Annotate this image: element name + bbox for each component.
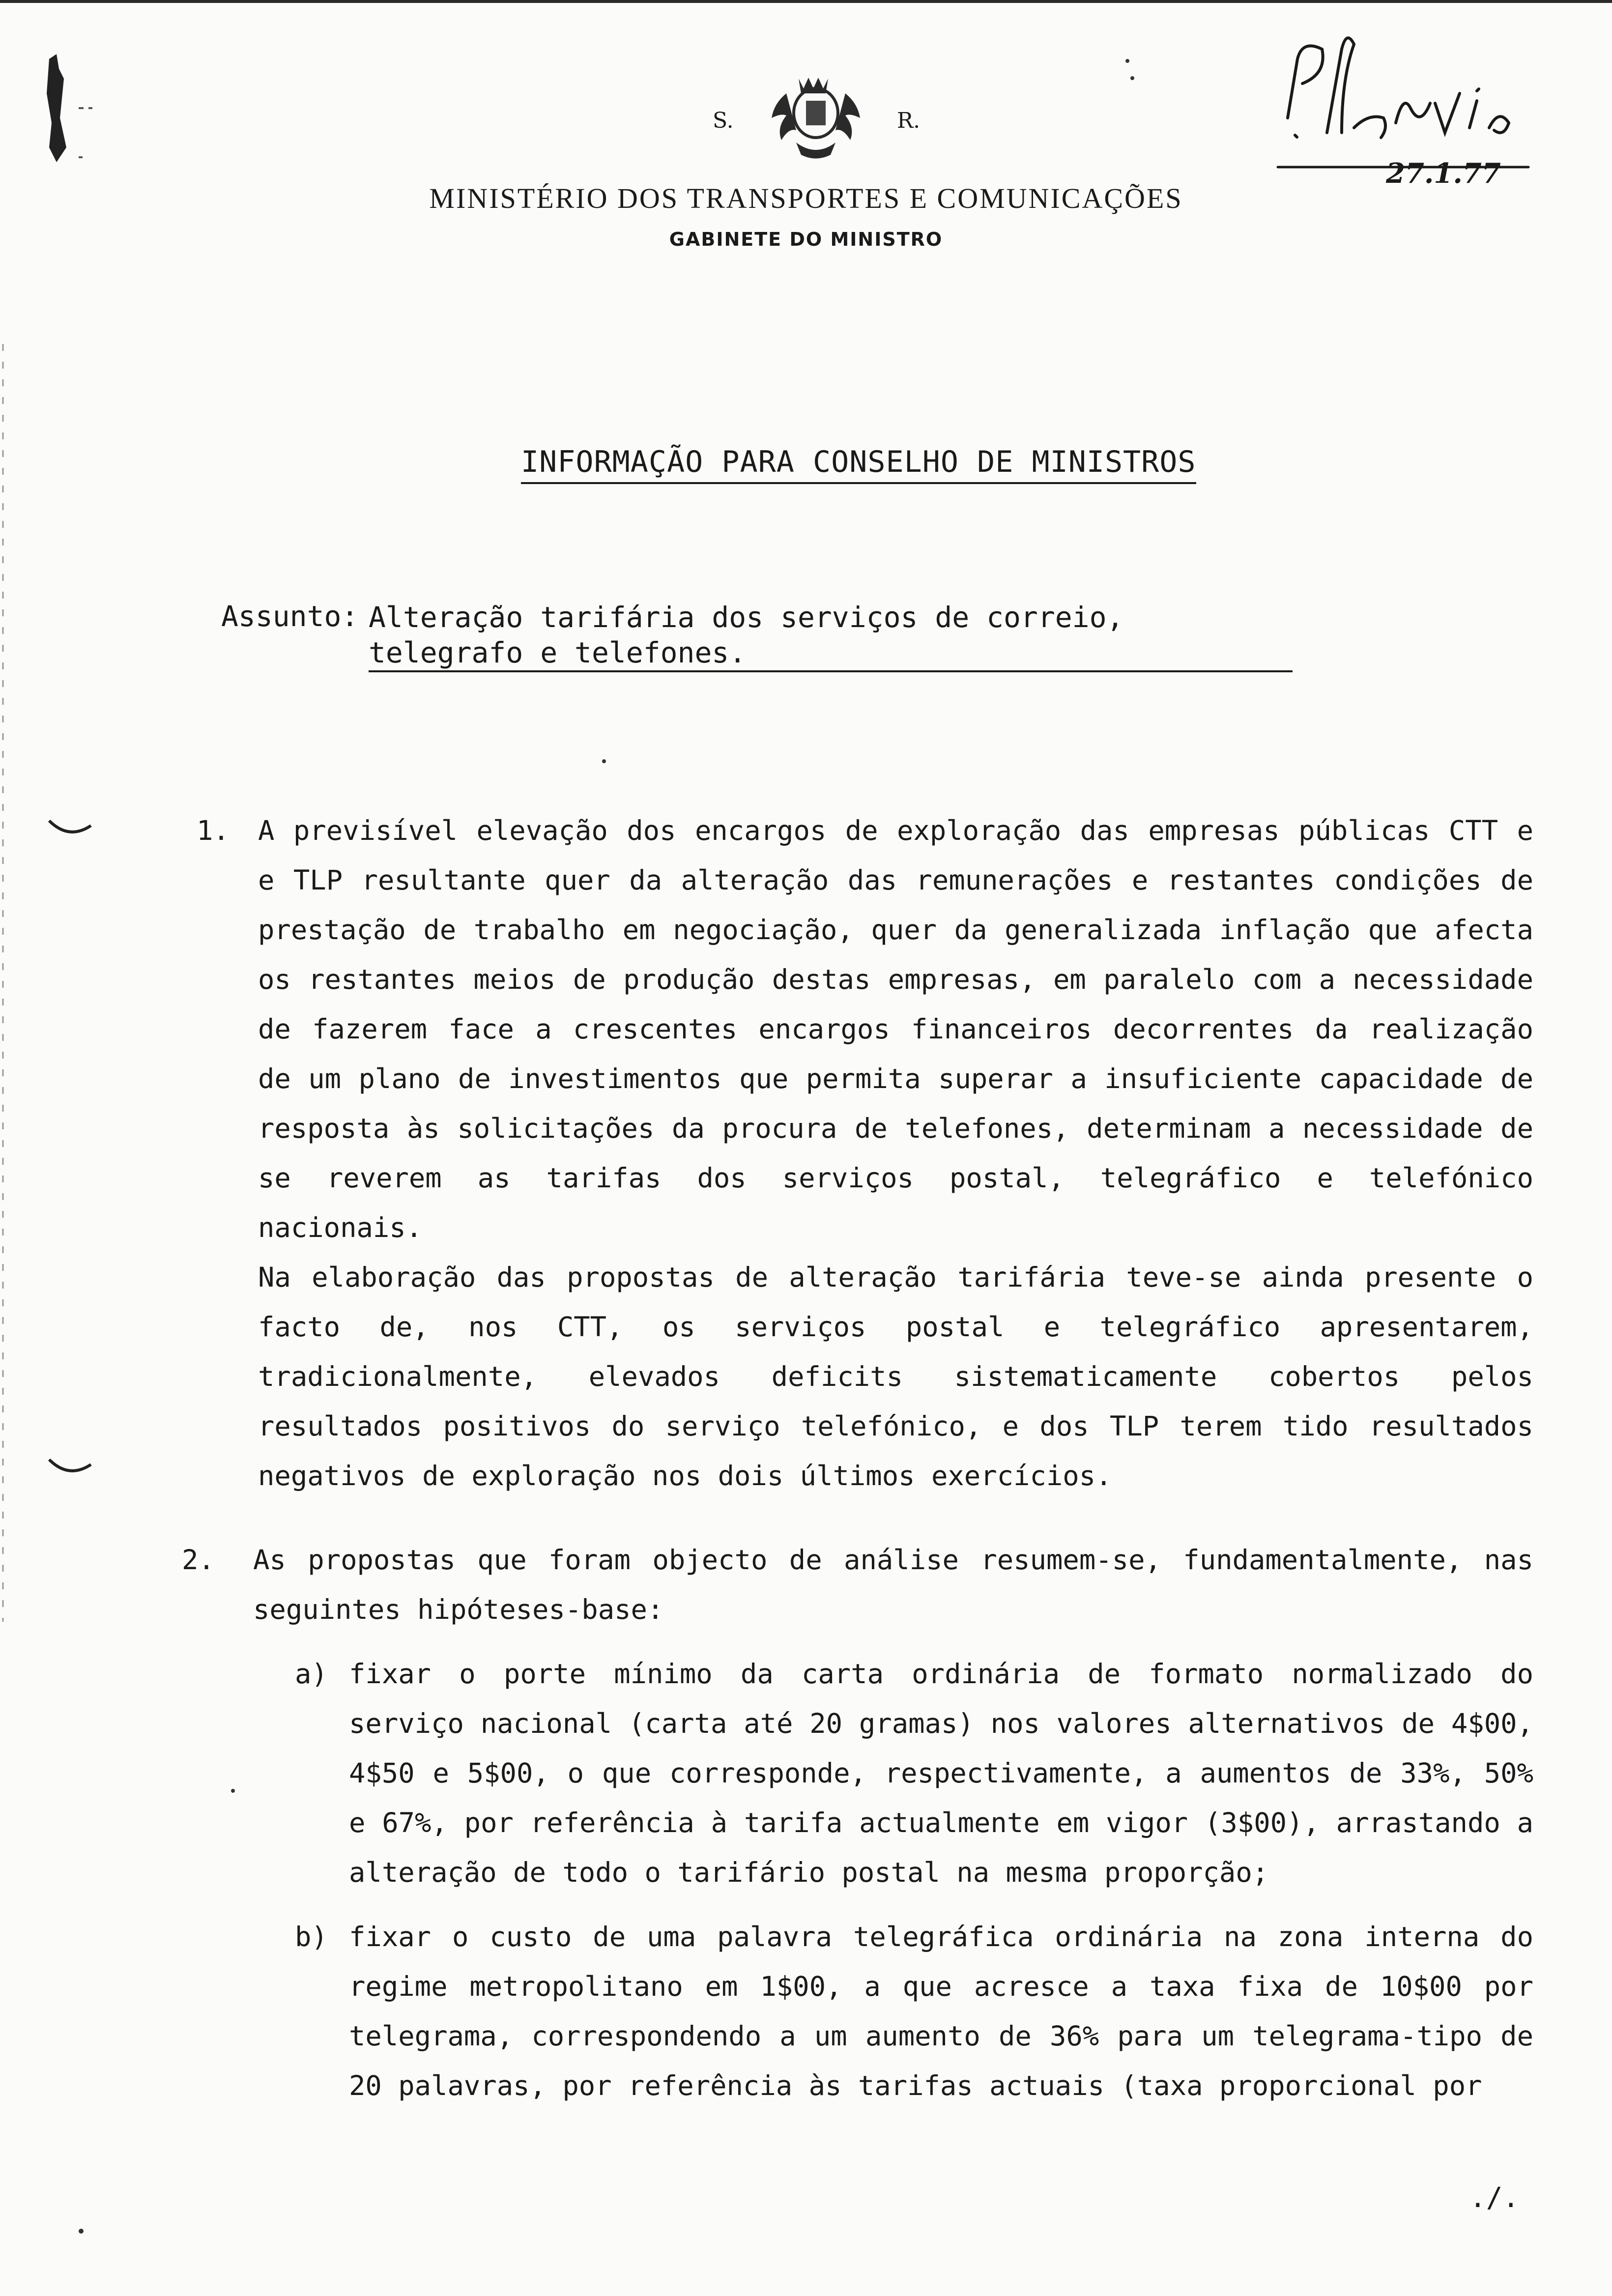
speck [602, 759, 606, 763]
list-item-text: fixar o porte mínimo da carta ordinária de formato normalizado do serviço nacional (carta até 20 gramas) nos valores alternativos de 4$00, 4$50 e 5$00, o que corresponde, respectivamente, a aumentos de 33%, 50% e 67%, por referência à tarifa actualmente em vigor (3$00), arrastando a alteração de todo o tarifário postal na mesma proporção; [349, 1658, 1533, 1889]
list-item [295, 1912, 1533, 2111]
list-item-label: a) [295, 1658, 328, 1690]
paragraph-number: 2. [182, 1544, 215, 1576]
speck [79, 2229, 84, 2234]
paragraph-text: As propostas que foram objecto de análise resumem-se, fundamentalmente, nas seguintes hipóteses-base: [253, 1544, 1533, 1626]
top-border [0, 0, 1612, 3]
letterhead-left-initial: S. [713, 108, 734, 133]
speck [1125, 59, 1129, 63]
margin-bracket-2 [47, 1455, 96, 1484]
handwritten-date: 27.1.77 [1386, 157, 1501, 190]
cabinet-name: GABINETE DO MINISTRO [669, 229, 943, 250]
subject-text: Alteração tarifária dos serviços de correio, telegrafo e telefones. [369, 600, 1293, 672]
left-edge-shadow [0, 344, 7, 1622]
paragraph-text-continued: Na elaboração das propostas de alteração tarifária teve-se ainda presente o facto de, nos CTT, os serviços postal e telegráfico apresentarem, tradicionalmente, elevados deficits sistematicamente cobertos pelos resultados positivos do serviço telefónico, e dos TLP terem tido resultados negativos de exploração nos dois últimos exercícios. [258, 1262, 1533, 1492]
margin-smudge [29, 49, 98, 177]
list-item [295, 1649, 1533, 1897]
document-title: INFORMAÇÃO PARA CONSELHO DE MINISTROS [521, 445, 1196, 484]
paragraph-number: 1. [197, 815, 230, 847]
speck [1130, 76, 1134, 80]
continuation-mark: ./. [1469, 2182, 1520, 2214]
document-body [182, 806, 1533, 2111]
ministry-name: MINISTÉRIO DOS TRANSPORTES E COMUNICAÇÕES [429, 182, 1183, 214]
subject-label: Assunto: [221, 600, 359, 633]
coat-of-arms-icon [752, 74, 880, 162]
paragraph-text: A previsível elevação dos encargos de exploração das empresas públicas CTT e e TLP resultante quer da alteração das remunerações e restantes condições de prestação de trabalho em negociação, quer da generalizada inflação que afecta os restantes meios de produção destas empresas, em paralelo com a necessidade de fazerem face a crescentes encargos financeiros decorrentes da realização de um plano de investimentos que permita superar a insuficiente capacidade de resposta às solicitações da procura de telefones, determinam a necessidade de se reverem as tarifas dos serviços postal, telegráfico e telefónico nacionais. [258, 815, 1533, 1244]
letterhead-emblem-row [703, 74, 978, 162]
margin-bracket-1 [47, 816, 96, 845]
paragraph-2 [182, 1535, 1533, 2111]
paragraph-1 [197, 806, 1533, 1501]
list-item-text: fixar o custo de uma palavra telegráfica ordinária na zona interna do regime metropolitano em 1$00, a que acresce a taxa fixa de 10$00 por telegrama, correspondendo a um aumento de 36% para um telegrama-tipo de 20 palavras, por referência às tarifas actuais (taxa proporcional por [349, 1921, 1533, 2102]
letterhead-right-initial: R. [897, 108, 921, 133]
list-item-label: b) [295, 1921, 328, 1953]
